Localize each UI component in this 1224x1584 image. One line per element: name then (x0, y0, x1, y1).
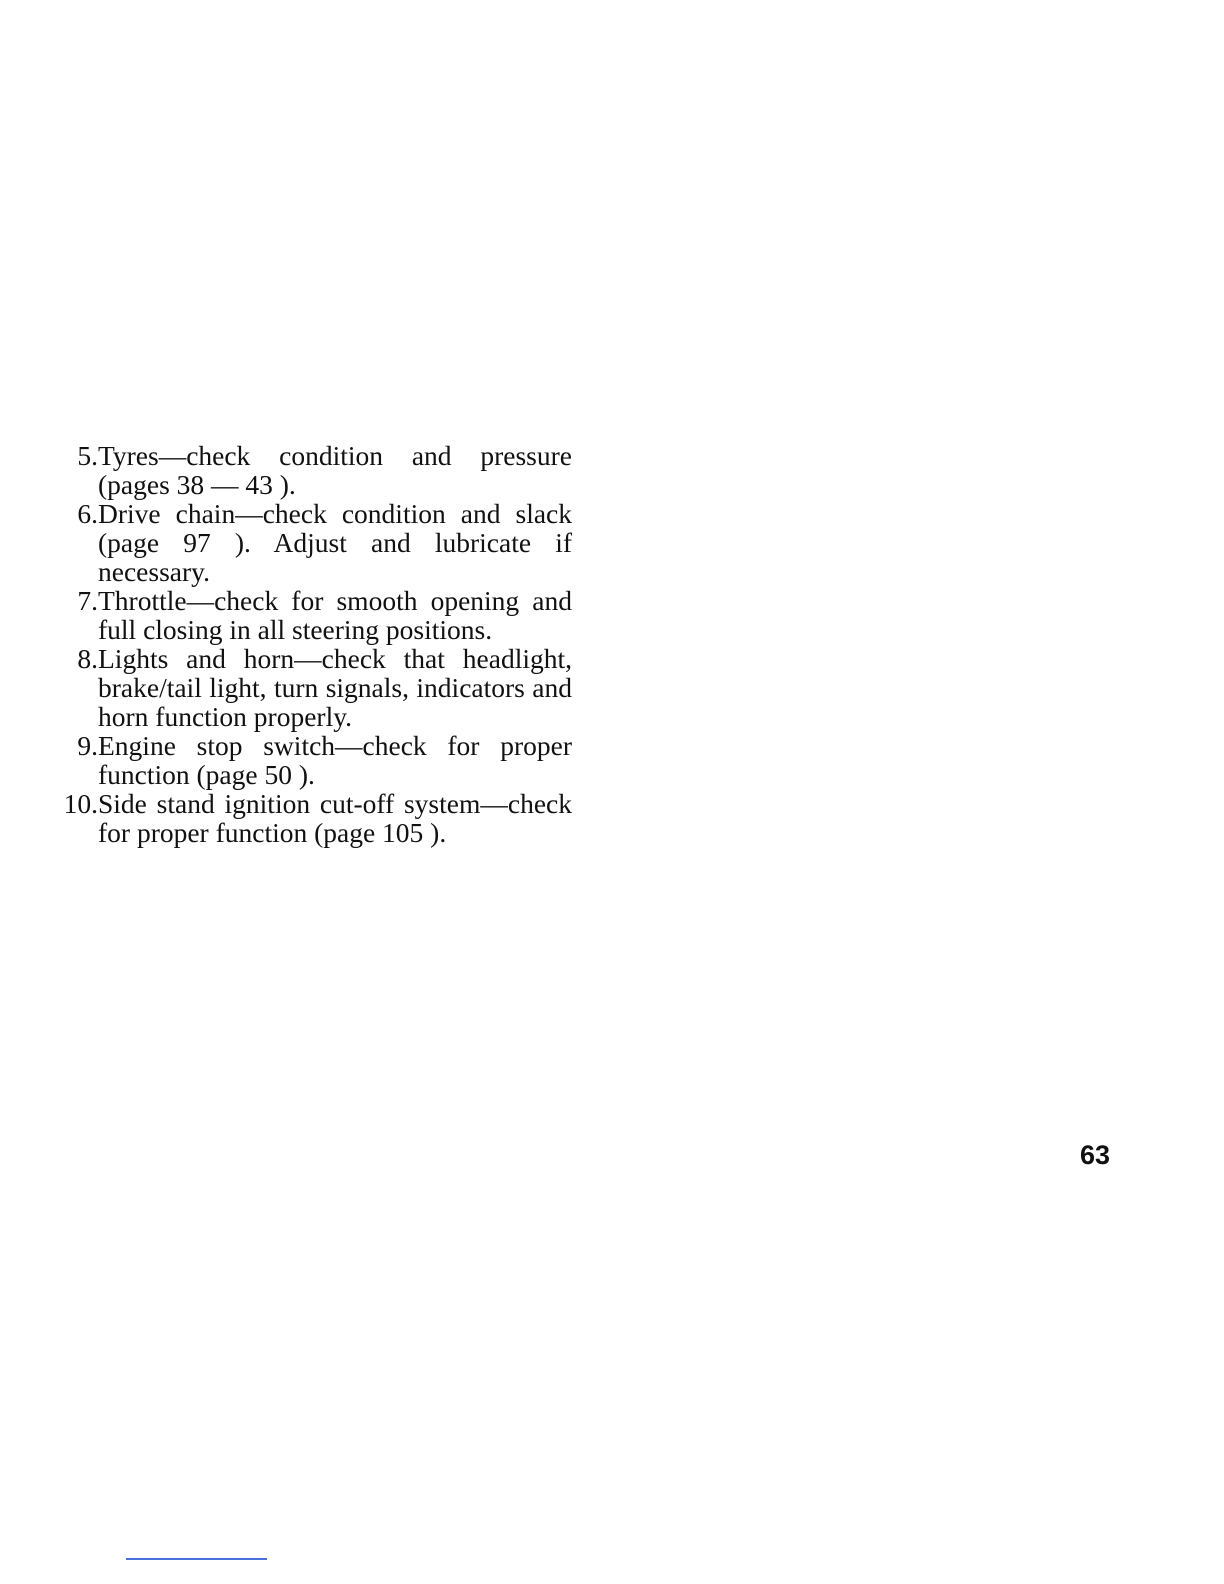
item-number: 9. (77, 730, 98, 761)
item-text: Lights and horn—check that headlight, brake/tail light, turn signals, indicators and horn function properly. (98, 643, 572, 732)
list-item (56, 441, 572, 499)
item-number: 7. (77, 585, 98, 616)
item-text: Drive chain—check condition and slack (page 97 ). Adjust and lubricate if necessary. (98, 498, 572, 587)
list-item (56, 499, 572, 586)
inspection-checklist (56, 441, 572, 847)
item-number: 8. (77, 643, 98, 674)
page-number: 63 (1080, 1140, 1111, 1170)
item-number: 6. (77, 498, 98, 529)
bottom-rule (126, 1558, 267, 1560)
item-number: 10. (63, 788, 98, 819)
list-item (56, 644, 572, 731)
item-text: Tyres—check condition and pressure (pages 38 — 43 ). (98, 440, 572, 500)
item-text: Side stand ignition cut-off system—check for proper function (page 105 ). (98, 788, 572, 848)
list-item (56, 731, 572, 789)
list-item (56, 789, 572, 847)
list-item (56, 586, 572, 644)
item-number: 5. (77, 440, 98, 471)
item-text: Engine stop switch—check for proper function (page 50 ). (98, 730, 572, 790)
item-text: Throttle—check for smooth opening and full closing in all steering positions. (98, 585, 572, 645)
